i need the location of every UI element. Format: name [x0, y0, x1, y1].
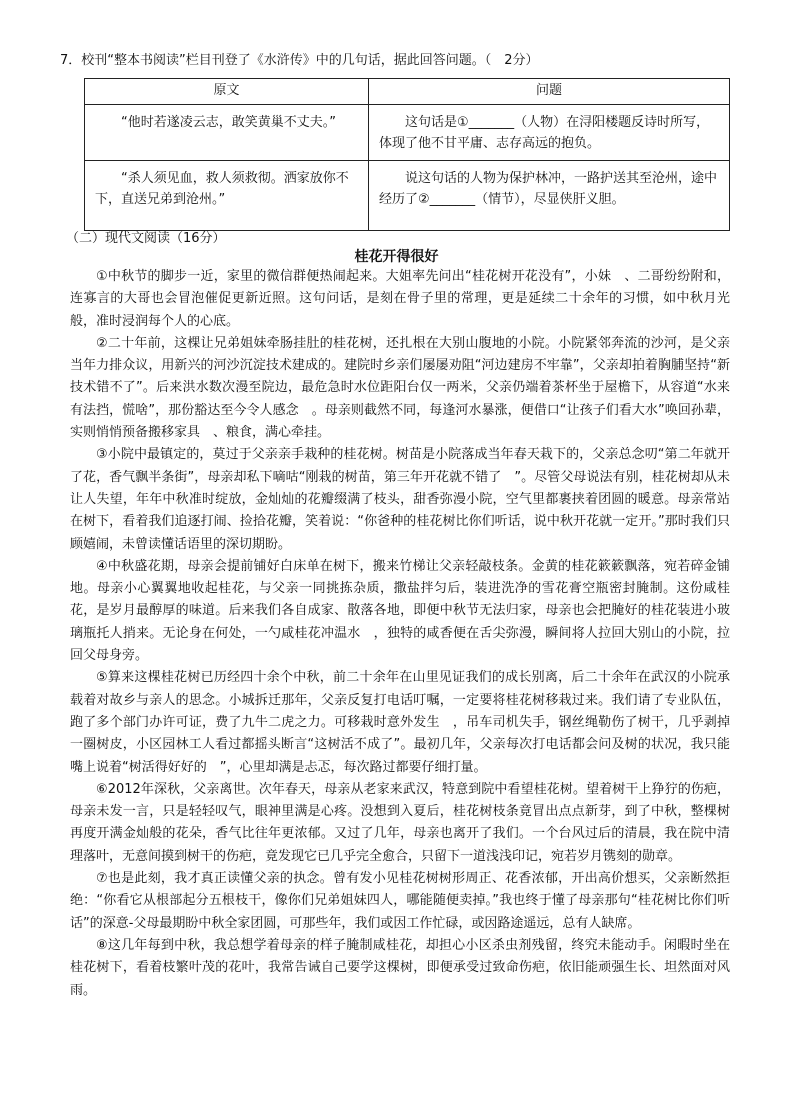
table-row: [85, 105, 730, 161]
article-paragraph: ①中秋节的脚步一近，家里的微信群便热闹起来。大姐率先问出“桂花树开花没有”，小妹 、二哥纷纷附和，连寡言的大哥也会冒泡催促更新近照。这句问话，是刻在骨子里的常理，更是延续二十余年的习惯，如中秋月光般，准时浸润每个人的心底。: [70, 269, 730, 329]
article-paragraph: ②二十年前，这棵让兄弟姐妹牵肠挂肚的桂花树，还扎根在大别山腹地的小院。小院紧邻奔流的沙河，是父亲当年力排众议，用新兴的河沙沉淀技术建成的。建院时乡亲们屡屡劝阻“河边建房不牢靠”，父亲却拍着胸脯坚持“新技术错不了”。后来洪水数次漫至院边，最危急时水位距阳台仅一两米，父亲仍端着茶杯坐于屋檐下，从容道“水来有法挡，慌啥”，那份豁达至今令人感念 。母亲则截然不同，每逢河水暴涨，便借口“让孩子们看大水”唤回孙辈，实则悄悄预备搬移家具 、粮食，满心牵挂。: [70, 335, 730, 441]
article-paragraph: ④中秋盛花期，母亲会提前铺好白床单在树下，搬来竹梯让父亲轻敲枝条。金黄的桂花簌簌飘落，宛若碎金铺地。母亲小心翼翼地收起桂花，与父亲一同挑拣杂质，撒盐拌匀后，装进洗净的雪花膏空瓶密封腌制。这份咸桂花，是岁月最醇厚的味道。后来我们各自成家、散落各地，即便中秋节无法归家，母亲也会把腌好的桂花装进小玻璃瓶托人捎来。无论身在何处，一勺咸桂花冲温水 ，独特的咸香便在舌尖弥漫，瞬间将人拉回大别山的小院，拉回父母身旁。: [70, 558, 730, 664]
article-paragraph: ③小院中最镇定的，莫过于父亲亲手栽种的桂花树。树苗是小院落成当年春天栽下的，父亲总念叨“第二年就开了花，香气飘半条街”，母亲却私下嘀咕“刚栽的树苗，第三年开花就不错了 ”。尽管父母说法有别，桂花树却从未让人失望，年年中秋准时绽放，金灿灿的花瓣缀满了枝头，甜香弥漫小院，空气里都裹挟着团圆的暖意。母亲常站在树下，看着我们追逐打闹、捡拾花瓣，笑着说：“你爸种的桂花树比你们听话，说中秋开花就一定开。”那时我们只顾嬉闹，未曾读懂话语里的深切期盼。: [70, 447, 730, 552]
article-paragraph: ⑤算来这棵桂花树已历经四十余个中秋，前二十余年在山里见证我们的成长别离，后二十余年在武汉的小院承载着对故乡与亲人的思念。小城拆迁那年，父亲反复打电话叮嘱，一定要将桂花树移栽过来。我们请了专业队伍，跑了多个部门办许可证，费了九牛二虎之力。可移栽时意外发生 ，吊车司机失手，钢丝绳勒伤了树干，几乎剥掉一圈树皮，小区园林工人看过都摇头断言“这树活不成了”。最初几年，父亲每次打电话都会问及树的状况，我只能嘴上说着“树活得好好的 ”，心里却满是忐忑，每次路过都要仔细打量。: [70, 670, 730, 775]
article-title: 桂花开得很好: [354, 249, 439, 265]
original-quote: [85, 105, 369, 161]
original-quote-text: “杀人须见血，救人须救彻。洒家放你不下，直送兄弟到沧州。”: [95, 171, 349, 207]
question-cell: [369, 105, 730, 161]
original-quote-text: “他时若遂凌云志，敢笑黄巢不丈夫。”: [121, 115, 336, 130]
question-cell: [369, 161, 730, 231]
article-paragraph: ⑥2012年深秋，父亲离世。次年春天，母亲从老家来武汉，特意到院中看望桂花树。望着树干上狰狞的伤疤，母亲未发一言，只是轻轻叹气，眼神里满是心疼。没想到入夏后，桂花树枝条竟冒出点点新芽，到了中秋，整棵树再度开满金灿般的花朵，香气比往年更浓郁。又过了几年，母亲也离开了我们。一个台风过后的清晨，我在院中清理落叶，无意间摸到树干的伤疤，竟发现它已几乎完全愈合，只留下一道浅浅印记，宛若岁月镌刻的勋章。: [70, 781, 730, 864]
article-paragraph: ⑦也是此刻，我才真正读懂父亲的执念。曾有发小见桂花树树形周正、花香浓郁，开出高价想买，父亲断然拒绝：“你看它从根部起分五根枝干，像你们兄弟姐妹四人，哪能随便卖掉。”我也终于懂了母亲那句“桂花树比你们听话”的深意-父母最期盼中秋全家团圆，可那些年，我们或因工作忙碌，或因路途遥远，总有人缺席。: [70, 871, 730, 931]
header-original: 原文: [85, 79, 369, 105]
header-question: 问题: [369, 79, 730, 105]
question-text: 这句话是①_______（人物）在浔阳楼题反诗时所写，体现了他不甘平庸、志存高远的抱负。: [379, 115, 710, 151]
table-header-row: [85, 79, 730, 105]
question-7-prompt: 7．校刊“整本书阅读”栏目刊登了《水浒传》中的几句话，据此回答问题。（ 2分）: [60, 53, 539, 68]
original-quote: [85, 161, 369, 231]
section-heading: （二）现代文阅读（16分）: [66, 231, 226, 246]
question-text: 说这句话的人物为保护林冲，一路护送其至沧州，途中经历了②_______（情节），尽显侠肝义胆。: [379, 171, 718, 207]
article-body: [70, 266, 730, 1002]
table-row: [85, 161, 730, 231]
article-paragraph: ⑧这几年每到中秋，我总想学着母亲的样子腌制咸桂花，却担心小区杀虫剂残留，终究未能动手。闲暇时坐在桂花树下，看着枝繁叶茂的花叶，我常告诫自己要学这棵树，即便承受过致命伤疤，依旧能顽强生长、坦然面对风雨。: [70, 937, 730, 998]
question-table: [84, 78, 730, 231]
